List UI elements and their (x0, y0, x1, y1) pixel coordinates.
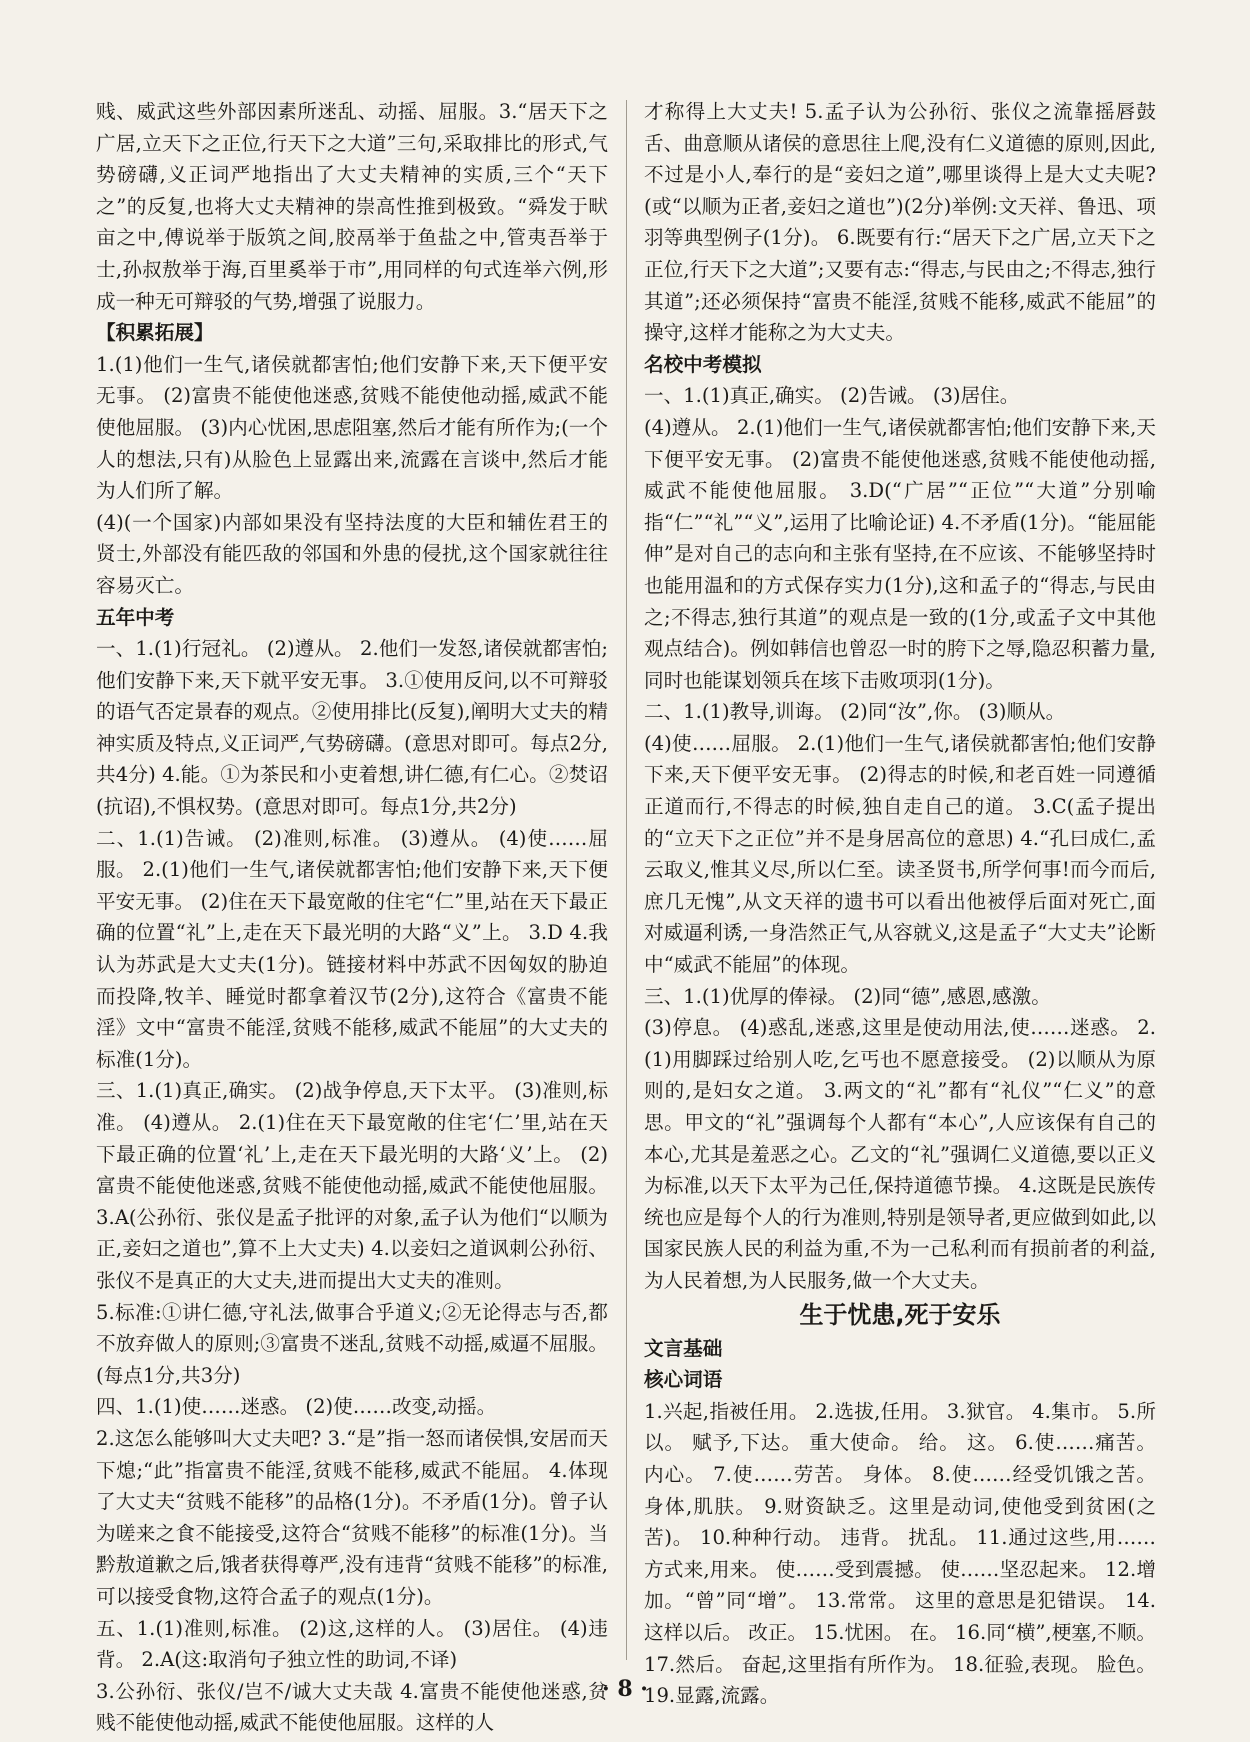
paragraph-school-3b: (3)停息。 (4)惑乱,迷惑,这里是使动用法,使……迷惑。 2.(1)用脚踩过给别人吃,乞丐也不愿意接受。 (2)以顺从为原则的,是妇女之道。 3.两文的“礼”都有“礼仪”“仁义”的意思。甲文的“礼”强调每个人都有“本心”,人应该保有自己的本心,尤其是羞恶之心。乙文的“礼”强调仁义道德,要以正义为标准,以天下太平为己任,保持道德节操。 4.这既是民族传统也应是每个人的行为准则,特别是领导者,更应做到如此,以国家民族人民的利益为重,不为一己私利而有损前者的利益,为人民着想,为人民服务,做一个大丈夫。 (644, 1016, 1156, 1292)
column-divider (626, 100, 627, 1660)
heading-classical-basics: 文言基础 (644, 1336, 723, 1360)
heading-accumulation: 【积累拓展】 (96, 321, 214, 345)
paragraph-five-year-8: 3.公孙衍、张仪/岂不/诚大丈夫哉 4.富贵不能使他迷惑,贫贱不能使他动摇,威武不能使他屈服。这样的人 (96, 1679, 608, 1735)
paragraph-school-3a: 三、1.(1)优厚的俸禄。 (2)同“德”,感恩,感激。 (644, 984, 1051, 1008)
paragraph-school-2a: 二、1.(1)教导,训诲。 (2)同“汝”,你。 (3)顺从。 (644, 700, 1066, 724)
paragraph-five-year-2: 二、1.(1)告诫。 (2)准则,标准。 (3)遵从。 (4)使……屈服。 2.(1)他们一生气,诸侯就都害怕;他们安静下来,天下便平安无事。 (2)住在天下最宽敞的住宅“仁”里,站在天下最正确的位置“礼”上,走在天下最光明的大路“义”上。 3.D 4.我认为苏武是大丈夫(1分)。链接材料中苏武不因匈奴的胁迫而投降,牧羊、睡觉时都拿着汉节(2分),这符合《富贵不能淫》文中“富贵不能淫,贫贱不能移,威武不能屈”的大丈夫的标准(1分)。 (96, 826, 608, 1071)
heading-five-year-exam: 五年中考 (96, 605, 175, 629)
paragraph-school-1b: (4)遵从。 2.(1)他们一生气,诸侯就都害怕;他们安静下来,天下便平安无事。 (2)富贵不能使他迷惑,贫贱不能使他动摇,威武不能使他屈服。 3.D(“广居”“正位”“大道”分别喻指“仁”“礼”“义”,运用了比喻论证) 4.不矛盾(1分)。“能屈能伸”是对自己的志向和主张有坚持,在不应该、不能够坚持时也能用温和的方式保存实力(1分),这和孟子的“得志,与民由之;不得志,独行其道”的观点是一致的(1分,或孟子文中其他观点结合)。例如韩信也曾忍一时的胯下之辱,隐忍积蓄力量,同时也能谋划领兵在垓下击败项羽(1分)。 (644, 415, 1156, 692)
lesson-title: 生于忧患,死于安乐 (799, 1300, 1001, 1329)
paragraph-school-1a: 一、1.(1)真正,确实。 (2)告诫。 (3)居住。 (644, 384, 1020, 408)
paragraph-five-year-1: 一、1.(1)行冠礼。 (2)遵从。 2.他们一发怒,诸侯就都害怕;他们安静下来,天下就平安无事。 3.①使用反问,以不可辩驳的语气否定景春的观点。②使用排比(反复),阐明大丈夫的精神实质及特点,义正词严,气势磅礴。(意思对即可。每点2分,共4分) 4.能。①为茶民和小吏着想,讲仁德,有仁心。②焚诏(抗诏),不惧权势。(意思对即可。每点1分,共2分) (96, 637, 608, 819)
paragraph-five-year-7: 五、1.(1)准则,标准。 (2)这,这样的人。 (3)居住。 (4)违背。 2.A(这:取消句子独立性的助词,不译) (96, 1616, 608, 1672)
heading-core-words: 核心词语 (644, 1368, 723, 1392)
paragraph-school-2b: (4)使……屈服。 2.(1)他们一生气,诸侯就都害怕;他们安静下来,天下便平安无事。 (2)得志的时候,和老百姓一同遵循正道而行,不得志的时候,独自走自己的道。 3.C(孟子提出的“立天下之正位”并不是身居高位的意思) 4.“孔曰成仁,孟云取义,惟其义尽,所以仁至。读圣贤书,所学何事!而今而后,庶几无愧”,从文天祥的遗书可以看出他被俘后面对死亡,面对威逼利诱,一身浩然正气,从容就义,这是孟子“大丈夫”论断中“威武不能屈”的体现。 (644, 731, 1156, 977)
paragraph-five-year-6: 2.这怎么能够叫大丈夫吧? 3.“是”指一怒而诸侯惧,安居而天下熄;“此”指富贵不能淫,贫贱不能移,威武不能屈。 4.体现了大丈夫“贫贱不能移”的品格(1分)。不矛盾(1分)。曾子认为嗟来之食不能接受,这符合“贫贱不能移”的标准(1分)。当黔敖道歉之后,饿者获得尊严,没有违背“贫贱不能移”的标准,可以接受食物,这符合孟子的观点(1分)。 (96, 1426, 608, 1608)
page-number: · 8 · (602, 1676, 648, 1702)
left-column (96, 96, 608, 1739)
paragraph-five-year-5: 四、1.(1)使……迷惑。 (2)使……改变,动摇。 (96, 1395, 497, 1419)
right-column (644, 96, 1156, 1712)
paragraph-five-year-3: 三、1.(1)真正,确实。 (2)战争停息,天下太平。 (3)准则,标准。 (4)遵从。 2.(1)住在天下最宽敞的住宅‘仁’里,站在天下最正确的位置‘礼’上,走在天下最光明的大路‘义’上。 (2)富贵不能使他迷惑,贫贱不能使他动摇,威武不能使他屈服。 3.A(公孙衍、张仪是孟子批评的对象,孟子认为他们“以顺为正,妾妇之道也”,算不上大丈夫) 4.以妾妇之道讽刺公孙衍、张仪不是真正的大丈夫,进而提出大丈夫的准则。 (96, 1079, 608, 1292)
paragraph-continued: 才称得上大丈夫! 5.孟子认为公孙衍、张仪之流靠摇唇鼓舌、曲意顺从诸侯的意思往上爬,没有仁义道德的原则,因此,不过是小人,奉行的是“妾妇之道”,哪里谈得上是大丈夫呢?(或“以顺为正者,妾妇之道也”)(2分)举例:文天祥、鲁迅、项羽等典型例子(1分)。 6.既要有行:“居天下之广居,立天下之正位,行天下之大道”;又要有志:“得志,与民由之;不得志,独行其道”;还必须保持“富贵不能淫,贫贱不能移,威武不能屈”的操守,这样才能称之为大丈夫。 (644, 100, 1156, 345)
heading-school-mock-exam: 名校中考模拟 (644, 352, 762, 376)
paragraph-intro: 贱、威武这些外部因素所迷乱、动摇、屈服。3.“居天下之广居,立天下之正位,行天下之大道”三句,采取排比的形式,气势磅礴,义正词严地指出了大丈夫精神的实质,三个“天下之”的反复,也将大丈夫精神的崇高性推到极致。“舜发于畎亩之中,傅说举于版筑之间,胶鬲举于鱼盐之中,管夷吾举于士,孙叔敖举于海,百里奚举于市”,用同样的句式连举六例,形成一种无可辩驳的气势,增强了说服力。 (96, 100, 608, 313)
paragraph-five-year-4: 5.标准:①讲仁德,守礼法,做事合乎道义;②无论得志与否,都不放弃做人的原则;③富贵不迷乱,贫贱不动摇,威逼不屈服。(每点1分,共3分) (96, 1300, 608, 1387)
paragraph-core-words: 1.兴起,指被任用。 2.选拔,任用。 3.狱官。 4.集市。 5.所以。 赋予,下达。 重大使命。 给。 这。 6.使……痛苦。 内心。 7.使……劳苦。 身体。 8.使……经受饥饿之苦。 身体,肌肤。 9.财资缺乏。这里是动词,使他受到贫困(之苦)。 10.种种行动。 违背。 扰乱。 11.通过这些,用……方式来,用来。 使……受到震撼。 使……坚忍起来。 12.增加。“曾”同“增”。 13.常常。 这里的意思是犯错误。 14.这样以后。 改正。 15.忧困。 在。 16.同“横”,梗塞,不顺。 17.然后。 奋起,这里指有所作为。 18.征验,表现。 脸色。 19.显露,流露。 (644, 1399, 1156, 1708)
paragraph-accumulation-2: (4)(一个国家)内部如果没有坚持法度的大臣和辅佐君王的贤士,外部没有能匹敌的邻国和外患的侵扰,这个国家就往往容易灭亡。 (96, 510, 608, 597)
paragraph-accumulation-1: 1.(1)他们一生气,诸侯就都害怕;他们安静下来,天下便平安无事。 (2)富贵不能使他迷惑,贫贱不能使他动摇,威武不能使他屈服。 (3)内心忧困,思虑阻塞,然后才能有所作为;(一个人的想法,只有)从脸色上显露出来,流露在言谈中,然后才能为人们所了解。 (96, 352, 608, 503)
